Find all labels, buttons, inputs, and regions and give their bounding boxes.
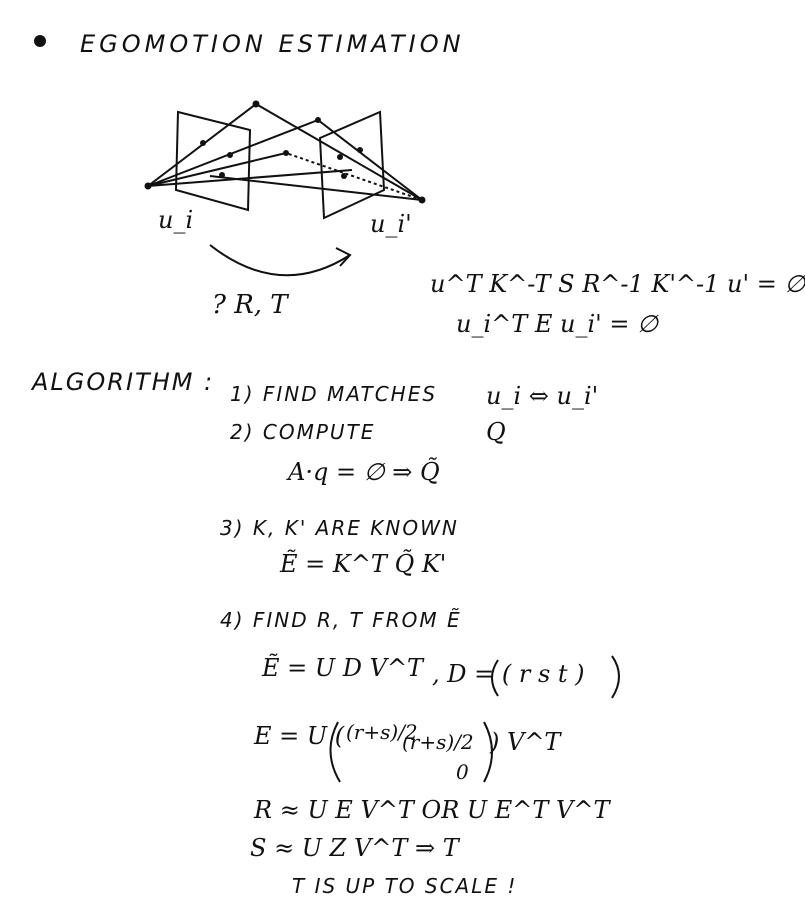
rotation-equation: R ≈ U E V^T OR U E^T V^T	[254, 796, 610, 824]
matrix-entry-2: (r+s)/2	[402, 730, 474, 754]
algorithm-heading: ALGORITHM :	[32, 368, 215, 396]
step-1: 1) FIND MATCHES	[230, 382, 438, 406]
step-4-d-def: , D = ( r s t )	[432, 660, 585, 688]
left-point-label: u_i	[158, 206, 194, 234]
matrix-entry-3: 0	[456, 760, 469, 784]
scale-note: T IS UP TO SCALE !	[292, 874, 518, 898]
step-1-math: u_i ⇔ u_i'	[486, 382, 599, 410]
step-3: 3) K, K' ARE KNOWN	[220, 516, 459, 540]
step-3-equation: Ẽ = K^T Q̃ K'	[280, 550, 447, 578]
step-4-e-right: ) V^T	[490, 728, 561, 756]
matrix-entry-1: (r+s)/2	[346, 720, 418, 744]
unknown-motion-label: ? R, T	[212, 290, 288, 320]
step-4-e-left: E = U (	[254, 722, 345, 750]
step-4: 4) FIND R, T FROM Ẽ	[220, 608, 462, 632]
step-2-math: Q	[486, 418, 506, 446]
translation-equation: S ≈ U Z V^T ⇒ T	[250, 834, 459, 862]
epipolar-equation-1: u^T K^-T S R^-1 K'^-1 u' = ∅	[430, 270, 805, 298]
step-2: 2) COMPUTE	[230, 420, 376, 444]
motion-arrow	[210, 245, 350, 275]
step-4-svd: Ẽ = U D V^T	[262, 654, 424, 682]
page-title: EGOMOTION ESTIMATION	[80, 30, 465, 58]
epipolar-equation-2: u_i^T E u_i' = ∅	[456, 310, 659, 338]
step-2-equation: A·q = ∅ ⇒ Q̃	[288, 458, 440, 486]
right-point-label: u_i'	[370, 210, 412, 238]
